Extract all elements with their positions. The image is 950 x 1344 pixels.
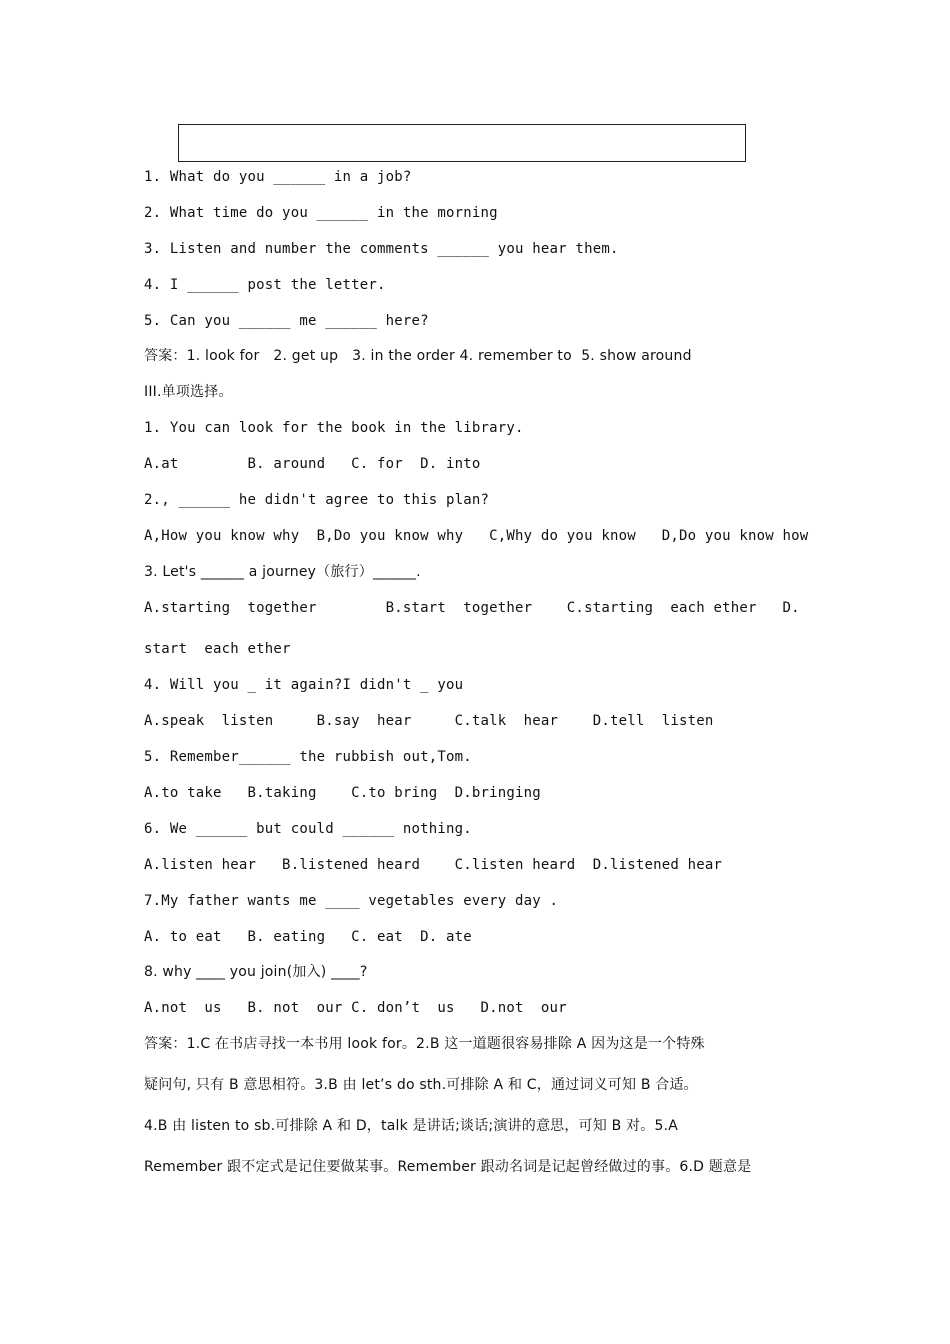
question-line: 4. Will you _ it again?I didn't _ you	[144, 677, 464, 693]
question-line: 7.My father wants me ____ vegetables every day .	[144, 893, 559, 909]
question-line: 8. why ____ you join(加入) ____?	[144, 964, 368, 980]
section-heading: III.单项选择。	[144, 384, 233, 400]
text-line: 2. What time do you ______ in the morning	[144, 205, 498, 221]
answer-line: 答案：1.C 在书店寻找一本书用 look for。2.B 这一道题很容易排除 A 因为这是一个特殊	[144, 1036, 705, 1052]
options-line: A.listen hear B.listened heard C.listen heard D.listened hear	[144, 857, 723, 873]
options-line: A.speak listen B.say hear C.talk hear D.tell listen	[144, 713, 714, 729]
question-line: 5. Remember______ the rubbish out,Tom.	[144, 749, 472, 765]
options-line: A.to take B.taking C.to bring D.bringing	[144, 785, 541, 801]
answer-line: 4.B 由 listen to sb.可排除 A 和 D，talk 是讲话;谈话;演讲的意思，可知 B 对。5.A	[144, 1118, 678, 1134]
answer-line: 疑问句, 只有 B 意思相符。3.B 由 let’s do sth.可排除 A 和 C，通过词义可知 B 合适。	[144, 1077, 698, 1093]
options-line: A.not us B. not our C. don’t us D.not our	[144, 1000, 567, 1016]
question-line: 2., ______ he didn't agree to this plan?	[144, 492, 490, 508]
answer-line: 答案：1. look for 2. get up 3. in the order 4. remember to 5. show around	[144, 348, 692, 364]
text-line: 4. I ______ post the letter.	[144, 277, 386, 293]
text-line: 5. Can you ______ me ______ here?	[144, 313, 429, 329]
options-line: A.at B. around C. for D. into	[144, 456, 481, 472]
text-line: 1. What do you ______ in a job?	[144, 169, 412, 185]
options-line: A. to eat B. eating C. eat D. ate	[144, 929, 472, 945]
title-box	[178, 124, 746, 162]
question-line: 6. We ______ but could ______ nothing.	[144, 821, 472, 837]
text-line: 3. Listen and number the comments ______ you hear them.	[144, 241, 619, 257]
options-line: start each ether	[144, 641, 291, 657]
options-line: A.starting together B.start together C.starting each ether D.	[144, 600, 800, 616]
answer-line: Remember 跟不定式是记住要做某事。Remember 跟动名词是记起曾经做过的事。6.D 题意是	[144, 1159, 752, 1175]
options-line: A,How you know why B,Do you know why C,Why do you know D,Do you know how	[144, 528, 809, 544]
question-line: 1. You can look for the book in the library.	[144, 420, 524, 436]
question-line: 3. Let's ______ a journey（旅行）______.	[144, 564, 421, 580]
